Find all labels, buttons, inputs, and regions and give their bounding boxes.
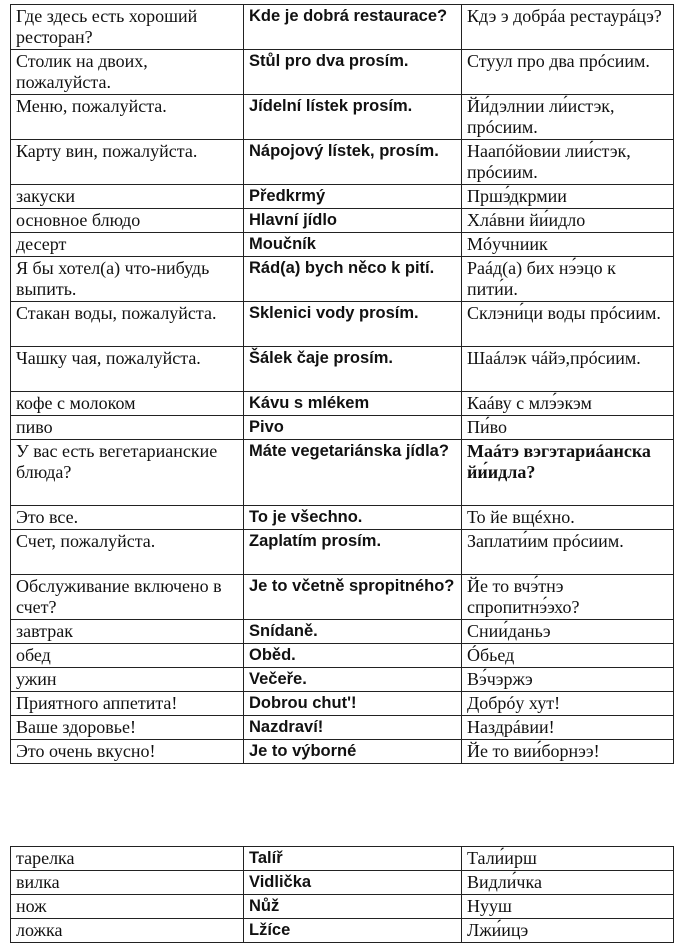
czech-cell: Pivo: [244, 416, 462, 440]
czech-cell: Vidlička: [244, 871, 462, 895]
czech-cell: Moučník: [244, 233, 462, 257]
table-row: [11, 668, 674, 692]
russian-cell: Обслуживание включено в счет?: [11, 575, 244, 620]
utensils-table: [10, 846, 674, 943]
russian-cell: Счет, пожалуйста.: [11, 530, 244, 575]
pronunciation-cell: Лжи́ицэ: [462, 919, 674, 943]
table-row: [11, 440, 674, 506]
table-row: [11, 919, 674, 943]
czech-cell: Jídelní lístek prosím.: [244, 95, 462, 140]
czech-cell: Nůž: [244, 895, 462, 919]
table-row: [11, 575, 674, 620]
russian-cell: десерт: [11, 233, 244, 257]
russian-cell: Столик на двоих, пожалуйста.: [11, 50, 244, 95]
czech-cell: Nápojový lístek, prosím.: [244, 140, 462, 185]
russian-cell: закуски: [11, 185, 244, 209]
table-row: [11, 140, 674, 185]
table-row: [11, 716, 674, 740]
table-row: [11, 5, 674, 50]
table-row: [11, 895, 674, 919]
czech-cell: Máte vegetariánska jídla?: [244, 440, 462, 506]
czech-cell: Rád(a) bych něco k pití.: [244, 257, 462, 302]
table-row: [11, 50, 674, 95]
table-row: [11, 620, 674, 644]
pronunciation-cell: Стуул про два прóсиим.: [462, 50, 674, 95]
table-row: [11, 257, 674, 302]
table-row: [11, 692, 674, 716]
pronunciation-cell: Видли́чка: [462, 871, 674, 895]
table-row: [11, 302, 674, 347]
table-row: [11, 530, 674, 575]
pronunciation-cell: Заплати́им прóсиим.: [462, 530, 674, 575]
russian-cell: основное блюдо: [11, 209, 244, 233]
russian-cell: Ваше здоровье!: [11, 716, 244, 740]
table-row: [11, 392, 674, 416]
russian-cell: завтрак: [11, 620, 244, 644]
table-row: [11, 95, 674, 140]
czech-cell: Kde je dobrá restaurace?: [244, 5, 462, 50]
table-row: [11, 416, 674, 440]
pronunciation-cell: Нууш: [462, 895, 674, 919]
czech-cell: Zaplatím prosím.: [244, 530, 462, 575]
czech-cell: Hlavní jídlo: [244, 209, 462, 233]
russian-cell: Приятного аппетита!: [11, 692, 244, 716]
czech-cell: Dobrou chut'!: [244, 692, 462, 716]
russian-cell: Я бы хотел(а) что-нибудь выпить.: [11, 257, 244, 302]
czech-cell: Kávu s mlékem: [244, 392, 462, 416]
table-row: [11, 209, 674, 233]
pronunciation-cell: Снии́даньэ: [462, 620, 674, 644]
czech-cell: To je všechno.: [244, 506, 462, 530]
russian-cell: обед: [11, 644, 244, 668]
pronunciation-cell: Йе то вчэ́тнэ спропитнэ́эхо?: [462, 575, 674, 620]
pronunciation-cell: Маáтэ вэгэтариáанска йи́идла?: [462, 440, 674, 506]
pronunciation-cell: Добрóу хут!: [462, 692, 674, 716]
table-row: [11, 185, 674, 209]
russian-cell: Где здесь есть хороший ресторан?: [11, 5, 244, 50]
pronunciation-cell: Наапóйовии лии́стэк, прóсиим.: [462, 140, 674, 185]
czech-cell: Předkrmý: [244, 185, 462, 209]
table-row: [11, 740, 674, 764]
czech-cell: Nazdraví!: [244, 716, 462, 740]
czech-cell: Je to výborné: [244, 740, 462, 764]
pronunciation-cell: Вэ́чэржэ: [462, 668, 674, 692]
table-row: [11, 644, 674, 668]
russian-cell: ложка: [11, 919, 244, 943]
russian-cell: пиво: [11, 416, 244, 440]
russian-cell: У вас есть вегетарианские блюда?: [11, 440, 244, 506]
phrases-table: [10, 4, 674, 764]
pronunciation-cell: То йе вщéхно.: [462, 506, 674, 530]
czech-cell: Sklenici vody prosím.: [244, 302, 462, 347]
table-row: [11, 506, 674, 530]
czech-cell: Stůl pro dva prosím.: [244, 50, 462, 95]
russian-cell: Стакан воды, пожалуйста.: [11, 302, 244, 347]
pronunciation-cell: Склэни́ци воды прóсиим.: [462, 302, 674, 347]
russian-cell: Карту вин, пожалуйста.: [11, 140, 244, 185]
pronunciation-cell: Наздрáвии!: [462, 716, 674, 740]
pronunciation-cell: Шаáлэк чáйэ,прóсиим.: [462, 347, 674, 392]
russian-cell: тарелка: [11, 847, 244, 871]
pronunciation-cell: Хлáвни йи́идло: [462, 209, 674, 233]
russian-cell: ужин: [11, 668, 244, 692]
russian-cell: Это очень вкусно!: [11, 740, 244, 764]
table-row: [11, 871, 674, 895]
pronunciation-cell: Раáд(а) бих нэ́эцо к пити́и.: [462, 257, 674, 302]
table-row: [11, 347, 674, 392]
czech-cell: Je to včetně spropitného?: [244, 575, 462, 620]
czech-cell: Lžíce: [244, 919, 462, 943]
czech-cell: Šálek čaje prosím.: [244, 347, 462, 392]
pronunciation-cell: Пи́во: [462, 416, 674, 440]
czech-cell: Večeře.: [244, 668, 462, 692]
pronunciation-cell: Каáву с млэ́экэм: [462, 392, 674, 416]
pronunciation-cell: Кдэ э добрáа рестаурáцэ?: [462, 5, 674, 50]
russian-cell: нож: [11, 895, 244, 919]
russian-cell: Это все.: [11, 506, 244, 530]
pronunciation-cell: Óбьед: [462, 644, 674, 668]
russian-cell: вилка: [11, 871, 244, 895]
table-row: [11, 847, 674, 871]
czech-cell: Talíř: [244, 847, 462, 871]
pronunciation-cell: Йе то вии́борнээ!: [462, 740, 674, 764]
czech-cell: Snídaně.: [244, 620, 462, 644]
russian-cell: кофе с молоком: [11, 392, 244, 416]
russian-cell: Меню, пожалуйста.: [11, 95, 244, 140]
russian-cell: Чашку чая, пожалуйста.: [11, 347, 244, 392]
czech-cell: Oběd.: [244, 644, 462, 668]
table-row: [11, 233, 674, 257]
pronunciation-cell: Тали́ирш: [462, 847, 674, 871]
pronunciation-cell: Пршэ́дкрмии: [462, 185, 674, 209]
pronunciation-cell: Мóучниик: [462, 233, 674, 257]
pronunciation-cell: Йи́дэлнии ли́истэк, прóсиим.: [462, 95, 674, 140]
